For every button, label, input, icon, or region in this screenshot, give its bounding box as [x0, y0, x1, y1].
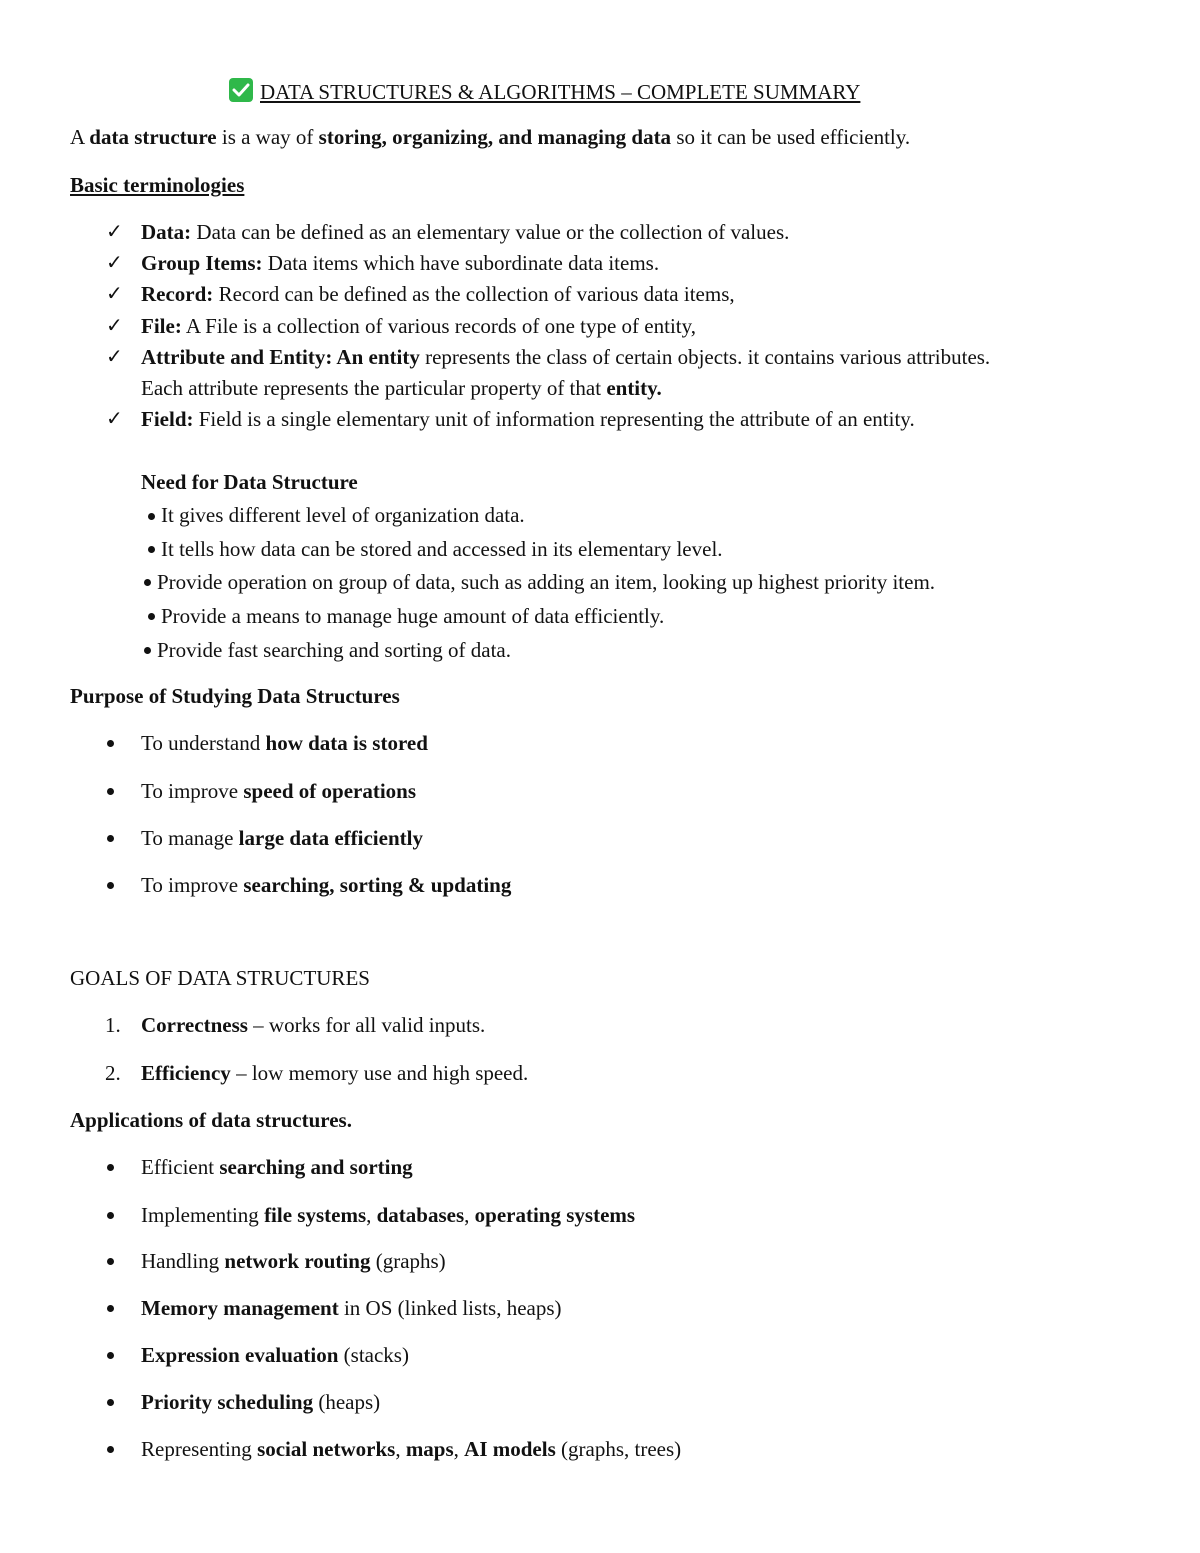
bullet-icon: [107, 835, 114, 842]
application-item: Memory management in OS (linked lists, heaps): [141, 1296, 562, 1320]
purpose-heading: Purpose of Studying Data Structures: [70, 684, 400, 708]
term-item: Field: Field is a single elementary unit of information representing the attribute of an entity.: [141, 407, 915, 431]
purpose-item: To manage large data efficiently: [141, 826, 423, 850]
purpose-item: To improve searching, sorting & updating: [141, 873, 512, 897]
bullet-icon: [107, 1352, 114, 1359]
bullet-icon: [148, 613, 155, 620]
need-item: Provide a means to manage huge amount of data efficiently.: [161, 604, 665, 628]
bullet-icon: [107, 882, 114, 889]
bullet-icon: [107, 1258, 114, 1265]
bullet-icon: [107, 740, 114, 747]
purpose-item: To improve speed of operations: [141, 779, 417, 803]
need-item: It tells how data can be stored and accessed in its elementary level.: [161, 537, 723, 561]
bullet-icon: [107, 1164, 114, 1171]
bullet-icon: [107, 1212, 114, 1219]
intro-text: is a way of: [216, 125, 319, 149]
need-item: It gives different level of organization data.: [161, 503, 525, 527]
term-item: Attribute and Entity: An entity represents the class of certain objects. it contains various attributes.: [141, 345, 991, 369]
bullet-icon: [144, 579, 151, 586]
page-title: [229, 78, 860, 103]
term-item: Group Items: Data items which have subordinate data items.: [141, 251, 660, 275]
title-text: DATA STRUCTURES & ALGORITHMS – COMPLETE SUMMARY: [260, 80, 861, 104]
check-icon: ✓: [106, 219, 123, 243]
terminologies-heading: Basic terminologies: [70, 173, 245, 197]
application-item: Expression evaluation (stacks): [141, 1343, 409, 1367]
intro-bold: data structure: [89, 125, 217, 149]
term-item: Record: Record can be defined as the collection of various data items,: [141, 282, 735, 306]
application-item: Implementing file systems, databases, operating systems: [141, 1203, 636, 1227]
application-item: Efficient searching and sorting: [141, 1155, 413, 1179]
bullet-icon: [107, 1305, 114, 1312]
bullet-icon: [107, 1446, 114, 1453]
check-icon: ✓: [106, 250, 123, 274]
bullet-icon: [144, 647, 151, 654]
intro-text: so it can be used efficiently.: [671, 125, 911, 149]
bullet-icon: [148, 546, 155, 553]
goal-item: Correctness – works for all valid inputs.: [141, 1013, 486, 1037]
check-icon: ✓: [106, 313, 123, 337]
need-heading: Need for Data Structure: [141, 470, 358, 494]
term-item: Data: Data can be defined as an elementary value or the collection of values.: [141, 220, 790, 244]
bullet-icon: [107, 1399, 114, 1406]
intro-bold: storing, organizing, and managing data: [318, 125, 672, 149]
term-item-continuation: Each attribute represents the particular property of that entity.: [141, 376, 662, 400]
check-icon: ✓: [106, 344, 123, 368]
application-item: Priority scheduling (heaps): [141, 1390, 381, 1414]
bullet-icon: [107, 788, 114, 795]
list-number: 1.: [105, 1013, 121, 1037]
check-icon: ✓: [106, 281, 123, 305]
bullet-icon: [148, 513, 155, 520]
intro-paragraph: [70, 127, 910, 148]
purpose-item: To understand how data is stored: [141, 731, 428, 755]
applications-heading: Applications of data structures.: [70, 1108, 352, 1132]
application-item: Handling network routing (graphs): [141, 1249, 446, 1273]
goal-item: Efficiency – low memory use and high speed.: [141, 1061, 529, 1085]
term-item: File: A File is a collection of various records of one type of entity,: [141, 314, 696, 338]
goals-heading: GOALS OF DATA STRUCTURES: [70, 966, 370, 990]
list-number: 2.: [105, 1061, 121, 1085]
application-item: Representing social networks, maps, AI models (graphs, trees): [141, 1437, 682, 1461]
intro-text: A: [70, 125, 90, 149]
need-item: Provide operation on group of data, such as adding an item, looking up highest priority item.: [157, 570, 936, 594]
need-item: Provide fast searching and sorting of data.: [157, 638, 511, 662]
check-icon: ✓: [106, 406, 123, 430]
check-mark-icon: [229, 78, 253, 102]
